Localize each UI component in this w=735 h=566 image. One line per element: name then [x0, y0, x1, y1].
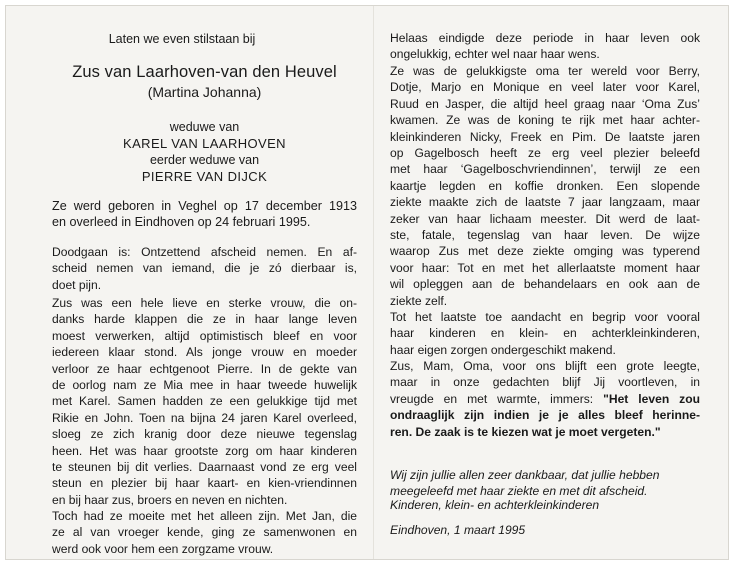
- birth-line: Ze werd geboren in Veghel op 17 december 1913: [52, 199, 357, 213]
- given-names: (Martina Johanna): [147, 84, 262, 100]
- text-line: meegeleefd met haar ziekte en met dit afscheid.: [390, 484, 648, 499]
- text-line: ste, fatale, tegenslag van haar leven. De wijze: [390, 228, 700, 243]
- widow-of-label: weduwe van: [169, 120, 240, 134]
- text-line: steun en plezier bij haar kaart- en kien-vriendinnen: [52, 476, 357, 491]
- husband-1-name: KAREL VAN LAARHOVEN: [123, 136, 286, 151]
- attention-paragraph: [390, 309, 700, 358]
- birth-death-paragraph: [52, 198, 357, 231]
- quote-bold-line: ren. De zaak is te kiezen wat je moet vergeten.": [390, 424, 661, 439]
- text-line: moest verwerken, altijd optimistisch bleef en voor: [52, 328, 357, 343]
- text-line: doet pijn.: [52, 277, 102, 292]
- text-line: iedereen klaar stond. Als jonge vrouw en moeder: [52, 345, 357, 360]
- text-line: scheid nemen van iemand, die je zó dierbaar is,: [52, 261, 357, 276]
- text-line: met haar ‘Gagelboschvriendinnen’, terwijl ze een: [390, 162, 700, 177]
- text-line: Doodgaan is: Ontzettend afscheid nemen. En af-: [52, 245, 357, 259]
- text-line: Zus was een hele lieve en sterke vrouw, die on-: [52, 296, 357, 310]
- text-line: heen. Het was haar grootste zorg om haar kinderen: [52, 443, 357, 458]
- text-line: Tot het laatste toe aandacht en begrip voor vooral: [390, 310, 700, 324]
- period-paragraph: [390, 30, 700, 63]
- text-line: sloeg ze zich kranig door deze nieuwe tegenslag: [52, 427, 357, 442]
- text-line: ziekte maakte zich de laatste 7 jaar langzaam, maar: [390, 195, 700, 210]
- text-line: met Karel. Samen hadden ze een gelukkige tijd met: [52, 394, 357, 409]
- quote-bold-fragment: "Het leven zou: [603, 391, 700, 406]
- text-line: Toch had ze moeite met het alleen zijn. Met Jan, die: [52, 509, 357, 523]
- quote-paragraph: [52, 244, 357, 293]
- text-line: Ruud en Jasper, die altijd heel graag naar ‘Oma Zus’: [390, 96, 700, 111]
- text-line: en bij haar zus, broers en neven en nichten.: [52, 492, 288, 507]
- farewell-paragraph: [390, 358, 700, 440]
- life-story-paragraph: [52, 295, 357, 508]
- grandma-paragraph: [390, 63, 700, 309]
- text-line: waarop Zus met deze ziekte omging was typerend: [390, 244, 700, 259]
- text-line: Dotje, Marjo en Monique en veel later voor Karel,: [390, 80, 700, 95]
- place-date-line: Eindhoven, 1 maart 1995: [390, 523, 526, 537]
- deceased-name: Zus van Laarhoven-van den Heuvel: [72, 63, 337, 81]
- text-line: Zus, Mam, Oma, voor ons blijft een grote leegte,: [390, 359, 700, 373]
- text-line: Ze was de gelukkigste oma ter wereld voor Berry,: [390, 64, 700, 78]
- text-line: wil opleggen aan de behandelaars en ook aan de: [390, 277, 700, 292]
- text-line: danks harde klappen die ze in haar lange leven: [52, 312, 357, 327]
- text-line: kwamen. Ze was de koning te rijk met haar achter-: [390, 113, 700, 128]
- card-fold-line: [373, 6, 374, 559]
- text-line: te steunen bij dit verlies. Daarnaast vond ze erg veel: [52, 460, 357, 475]
- text-line: ze al van vroeger kende, ging ze samenwonen en: [52, 525, 357, 540]
- text-line: ongelukkig, echter wel naar haar wens.: [390, 47, 600, 62]
- text-fragment: vreugde en met warmte, immers:: [390, 391, 604, 406]
- memorial-card: [5, 5, 729, 560]
- text-line: kaartje legden en koffie dronken. Een slopende: [390, 178, 700, 193]
- text-line: de oorlog nam ze Mia mee in haar tweede huwelijk: [52, 378, 357, 393]
- text-line: werd ook voor hem een zorgzame vrouw.: [52, 541, 274, 556]
- mixed-text-line: [390, 391, 700, 407]
- text-line: kleinkinderen Nicky, Freek en Pim. De laatste jaren: [390, 129, 700, 144]
- text-line: maar in onze gedachten blijf Jij voortleven, in: [390, 375, 700, 390]
- text-line: Wij zijn jullie allen zeer dankbaar, dat jullie hebben: [390, 468, 660, 482]
- intro-text: Laten we even stilstaan bij: [108, 32, 256, 46]
- text-line: voor haar: Tot en met het allerlaatste moment haar: [390, 260, 700, 275]
- thanks-paragraph: [390, 467, 700, 500]
- text-line: ziekte zelf.: [390, 293, 448, 308]
- text-line: op Gagelbosch heeft ze erg veel plezier beleefd: [390, 146, 700, 161]
- text-line: zeker van haar lichaam meester. Dit werd de laat-: [390, 211, 700, 226]
- signature-line: Kinderen, klein- en achterkleinkinderen: [390, 498, 600, 512]
- jan-paragraph: [52, 508, 357, 557]
- text-line: Rikie en John. Toen na bijna 24 jaren Karel overleed,: [52, 410, 357, 425]
- text-line: haar kinderen en klein- en achterkleinkinderen,: [390, 326, 700, 341]
- husband-2-name: PIERRE VAN DIJCK: [141, 169, 268, 184]
- text-line: haar eigen zorgen ondergeschikt makend.: [390, 342, 616, 357]
- text-line: verloor ze haar echtgenoot Pierre. In de gekte van: [52, 361, 357, 376]
- death-line: en overleed in Eindhoven op 24 februari 1995.: [52, 215, 311, 230]
- earlier-widow-label: eerder weduwe van: [149, 153, 260, 167]
- text-line: Helaas eindigde deze periode in haar leven ook: [390, 31, 700, 45]
- quote-bold-line: ondraaglijk zijn indien je je alles bleef herinne-: [390, 408, 700, 423]
